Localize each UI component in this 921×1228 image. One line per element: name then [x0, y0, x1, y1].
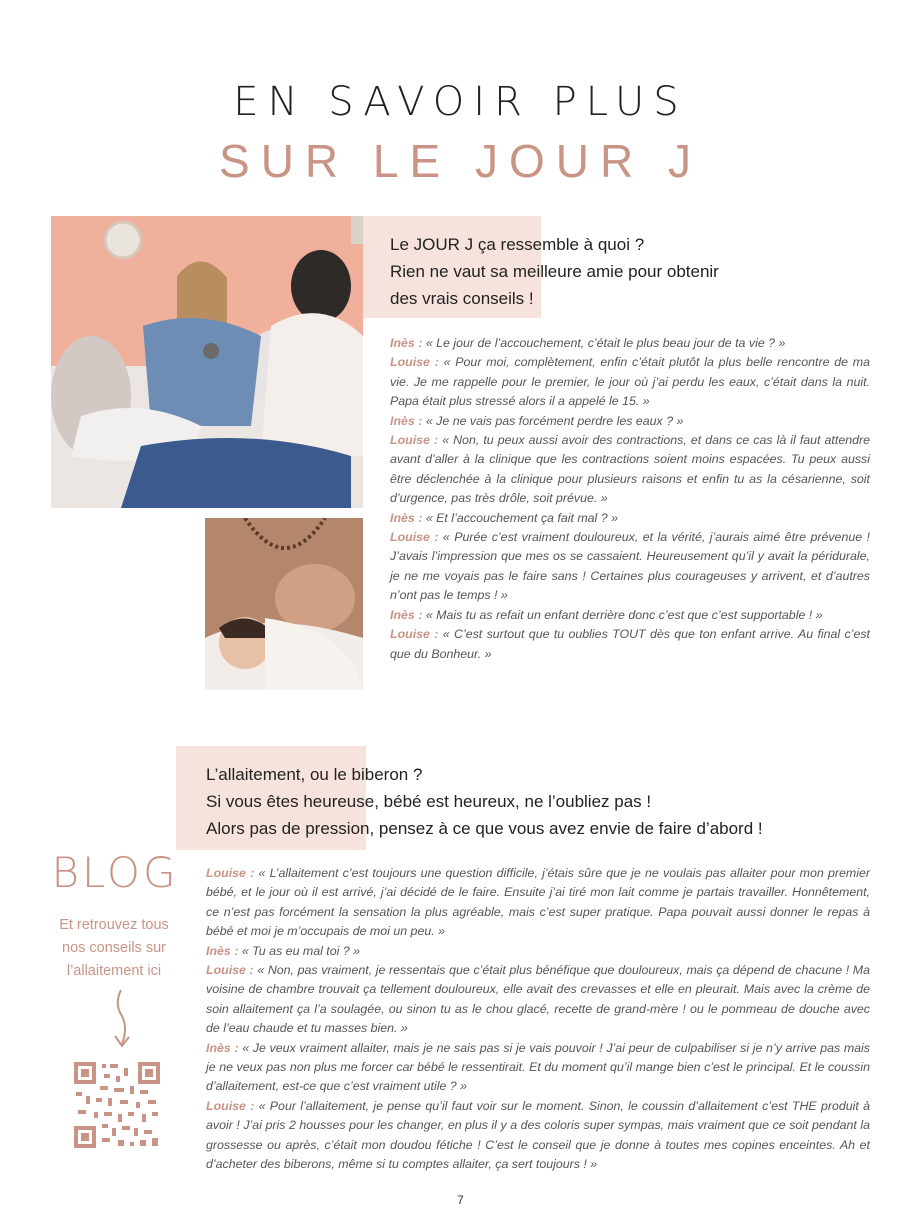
blog-title: BLOG — [51, 848, 179, 897]
speaker: Inès : — [390, 510, 423, 525]
page-number: 7 — [457, 1193, 464, 1207]
qr-code[interactable] — [74, 1062, 160, 1148]
quote: « Non, pas vraiment, je ressentais que c’était plus bénéfique que douloureux, mais ça dépend de chacune ! Ma voisine de chambre trouvait ça tellement douloureux, elle avait des crevasses et elle en pleurait. Mais avec la crème de soin allaitement ça l’a soulagée, ou sinon tu as le chou glacé, recette de grand-mère ! ou le pommeau de douche avec de l’eau chaude et tu masses bien. » — [206, 963, 871, 1036]
page-title-line2: SUR LE JOUR J — [219, 135, 702, 187]
quote: « Pour moi, complètement, enfin c’était plutôt la plus belle rencontre de ma vie. Je me rappelle pour le premier, le jour où j’ai perdu les eaux, c’était dans la nuit. Papa était plus stressé alors il a appelé le 15. » — [390, 355, 870, 409]
photo-friends-on-sofa — [51, 216, 363, 508]
speaker: Louise : — [206, 866, 255, 880]
dialogue-line — [206, 961, 870, 1039]
dialogue-line — [390, 509, 870, 528]
dialogue-line — [390, 625, 870, 664]
speaker: Louise : — [206, 963, 254, 978]
dialogue-line — [206, 942, 870, 961]
quote: « Pour l’allaitement, je pense qu’il faut voir sur le moment. Sinon, le coussin d’allaitement c’est THE produit à avoir ! J’ai pris 2 housses pour les changer, en plus il y a des coloris super sympas, mais vraiment que ce soit pendant la grossesse ou après, c’était mon doudou fétiche ! C’est le conseil que je donne à toutes mes copines enceintes. Ah et d’acheter des biberons, même si tu comptes allaiter, ça sert toujours ! » — [206, 1098, 871, 1172]
photo-breastfeeding — [205, 518, 363, 690]
speaker: Inès : — [390, 607, 423, 622]
speaker: Inès : — [390, 336, 423, 350]
section2-intro-line: Si vous êtes heureuse, bébé est heureux, ne l’oubliez pas ! — [206, 792, 652, 811]
quote: « Je ne vais pas forcément perdre les eaux ? » — [425, 413, 684, 428]
speaker: Louise : — [390, 530, 439, 545]
quote: « Le jour de l’accouchement, c’était le plus beau jour de ta vie ? » — [425, 336, 786, 350]
dialogue-line — [206, 864, 870, 942]
arrow-down-icon — [112, 988, 134, 1050]
dialogue-line — [390, 606, 870, 625]
dialogue-line — [390, 353, 870, 411]
blog-text — [44, 914, 184, 983]
section1-intro — [390, 231, 870, 312]
section1-intro-line: Rien ne vaut sa meilleure amie pour obtenir — [390, 262, 719, 281]
section1-intro-line: des vrais conseils ! — [390, 289, 534, 308]
section2-intro — [206, 761, 886, 842]
speaker: Louise : — [390, 627, 439, 642]
dialogue-line — [390, 334, 870, 353]
dialogue-line — [390, 528, 870, 606]
section1-intro-line: Le JOUR J ça ressemble à quoi ? — [390, 235, 645, 254]
dialogue-line — [206, 1039, 870, 1097]
speaker: Louise : — [390, 433, 439, 448]
quote: « L’allaitement c’est toujours une question difficile, j’étais sûre que je ne voulais pas allaiter pour mon premier bébé, et le jour où il est arrivé, j’ai décidé de le faire. Ensuite j’ai tiré mon lait comme je partais travailler. Honnêtement, ce n’est pas forcément la sensation la plus agréable, mais c’est super pratique. Papa pouvait aussi donner le repas à bébé et moi je m’occupais de moi un peu. » — [206, 866, 870, 939]
quote: « Tu as eu mal toi ? » — [241, 943, 361, 958]
speaker: Louise : — [390, 355, 439, 370]
quote: « Non, tu peux aussi avoir des contractions, et dans ce cas là il faut attendre avant d’aller à la clinique que les contractions soient moins espacées. Tu peux aussi être déclenchée à la clinique pour plusieurs raisons et enfin tu as la césarienne, soit d’urgence, pas très drôle, soit prévue. » — [390, 433, 871, 506]
dialogue-line — [390, 412, 870, 431]
blog-text-line: Et retrouvez tous — [59, 917, 169, 933]
speaker: Inès : — [206, 943, 239, 958]
quote: « Et l’accouchement ça fait mal ? » — [425, 510, 618, 525]
blog-text-line: l’allaitement ici — [66, 963, 162, 979]
section2-dialogue — [206, 864, 870, 1175]
quote: « Purée c’est vraiment douloureux, et la vérité, j’aurais aimé être prévenue ! J’avais l’impression que mes os se cassaient. Heureusement qu’il y avait la péridurale, je ne me voyais pas le faire sans ! Certaines plus courageuses y arrivent, et d’autres n’ont pas le temps ! » — [390, 530, 870, 603]
quote: « Mais tu as refait un enfant derrière donc c’est que c’est supportable ! » — [425, 607, 823, 622]
quote: « Je veux vraiment allaiter, mais je ne sais pas si je vais pouvoir ! J’ai peur de culpabiliser si je n’y arrive pas mais je ne veux pas non plus me forcer car bébé le ressentirait. Et du moment qu’il mange bien c’est le principal. Et le coussin d’allaitement, est-ce que c’est vraiment utile ? » — [206, 1040, 870, 1094]
page-title-line1: EN SAVOIR PLUS — [233, 79, 688, 125]
section2-intro-line: L’allaitement, ou le biberon ? — [206, 765, 423, 784]
dialogue-line — [206, 1097, 870, 1175]
speaker: Inès : — [390, 413, 423, 428]
dialogue-line — [390, 431, 870, 509]
section1-dialogue — [390, 334, 870, 664]
speaker: Louise : — [206, 1098, 255, 1113]
section2-intro-line: Alors pas de pression, pensez à ce que vous avez envie de faire d’abord ! — [206, 819, 763, 838]
speaker: Inès : — [206, 1040, 239, 1055]
blog-text-line: nos conseils sur — [62, 940, 166, 956]
quote: « C’est surtout que tu oublies TOUT dès que ton enfant arrive. Au final c’est que du Bonheur. » — [390, 627, 871, 661]
